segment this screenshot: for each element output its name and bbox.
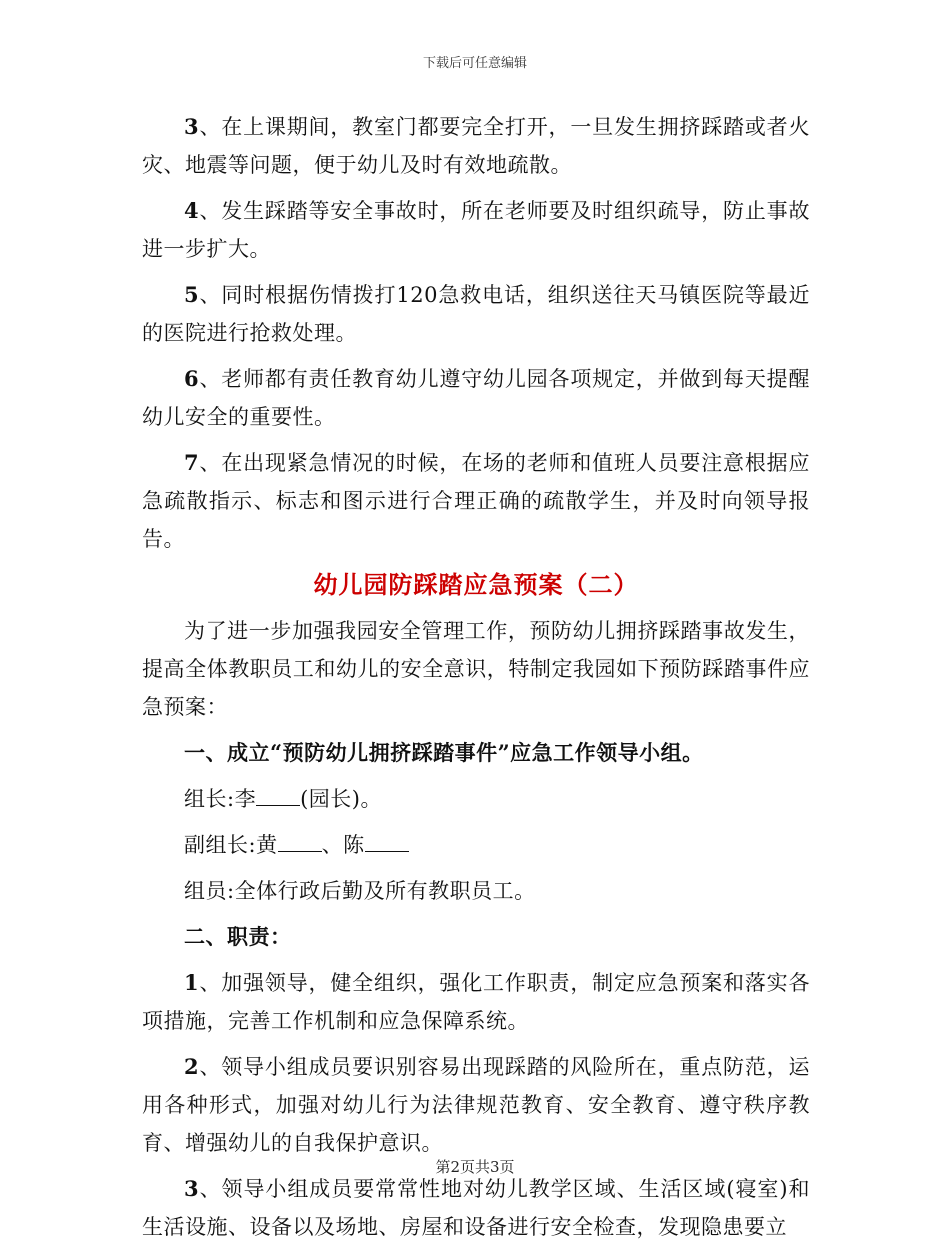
paragraph-text: 、同时根据伤情拨打120急救电话，组织送往天马镇医院等最近的医院进行抢救处理。 <box>142 283 810 345</box>
duty-2 <box>142 1048 810 1162</box>
intro-paragraph: 为了进一步加强我园安全管理工作，预防幼儿拥挤踩踏事故发生，提高全体教职员工和幼儿的安全意识，特制定我园如下预防踩踏事件应急预案： <box>142 619 810 719</box>
duty-1 <box>142 964 810 1040</box>
heading-duties: 二、职责： <box>184 924 292 949</box>
item-number: 7 <box>184 450 200 475</box>
page-footer: 第2页共3页 <box>435 1158 515 1176</box>
section-title: 幼儿园防踩踏应急预案（二） <box>313 570 639 599</box>
leader-prefix: 组长:李 <box>184 787 257 811</box>
item-number: 6 <box>184 366 200 391</box>
paragraph-4 <box>142 192 810 268</box>
item-number: 3 <box>184 1176 200 1201</box>
paragraph-text: 、老师都有责任教育幼儿遵守幼儿园各项规定，并做到每天提醒幼儿安全的重要性。 <box>142 367 810 429</box>
blank-line <box>278 831 322 852</box>
vice-leader-line <box>142 826 810 864</box>
paragraph-7 <box>142 444 810 558</box>
leader-suffix: (园长)。 <box>300 787 382 811</box>
vice-leader-prefix: 副组长:黄 <box>184 833 278 857</box>
members-line: 组员:全体行政后勤及所有教职员工。 <box>184 879 536 903</box>
item-number: 3 <box>184 114 200 139</box>
duty-3 <box>142 1170 810 1246</box>
blank-line <box>256 785 300 806</box>
paragraph-text: 、在出现紧急情况的时候，在场的老师和值班人员要注意根据应急疏散指示、标志和图示进行合理正确的疏散学生，并及时向领导报告。 <box>142 451 810 551</box>
item-number: 1 <box>184 970 200 995</box>
paragraph-6 <box>142 360 810 436</box>
paragraph-3 <box>142 108 810 184</box>
paragraph-text: 、发生踩踏等安全事故时，所在老师要及时组织疏导，防止事故进一步扩大。 <box>142 199 810 261</box>
page-header: 下载后可任意编辑 <box>422 56 527 71</box>
blank-line <box>365 831 409 852</box>
paragraph-text: 、领导小组成员要常常性地对幼儿教学区域、生活区域(寝室)和生活设施、设备以及场地、房屋和设备进行安全检查，发现隐患要立 <box>142 1177 810 1239</box>
item-number: 5 <box>184 282 200 307</box>
item-number: 2 <box>184 1054 200 1079</box>
leader-line <box>142 780 810 818</box>
paragraph-text: 、加强领导，健全组织，强化工作职责，制定应急预案和落实各项措施，完善工作机制和应急保障系统。 <box>142 971 810 1033</box>
paragraph-text: 、领导小组成员要识别容易出现踩踏的风险所在，重点防范，运用各种形式，加强对幼儿行为法律规范教育、安全教育、遵守秩序教育、增强幼儿的自我保护意识。 <box>142 1055 810 1155</box>
heading-leadership-group: 一、成立“预防幼儿拥挤踩踏事件”应急工作领导小组。 <box>184 740 704 765</box>
document-body <box>142 108 810 1254</box>
paragraph-text: 、在上课期间，教室门都要完全打开，一旦发生拥挤踩踏或者火灾、地震等问题，便于幼儿及时有效地疏散。 <box>142 115 810 177</box>
paragraph-5 <box>142 276 810 352</box>
vice-leader-mid: 、陈 <box>321 833 365 857</box>
item-number: 4 <box>184 198 200 223</box>
